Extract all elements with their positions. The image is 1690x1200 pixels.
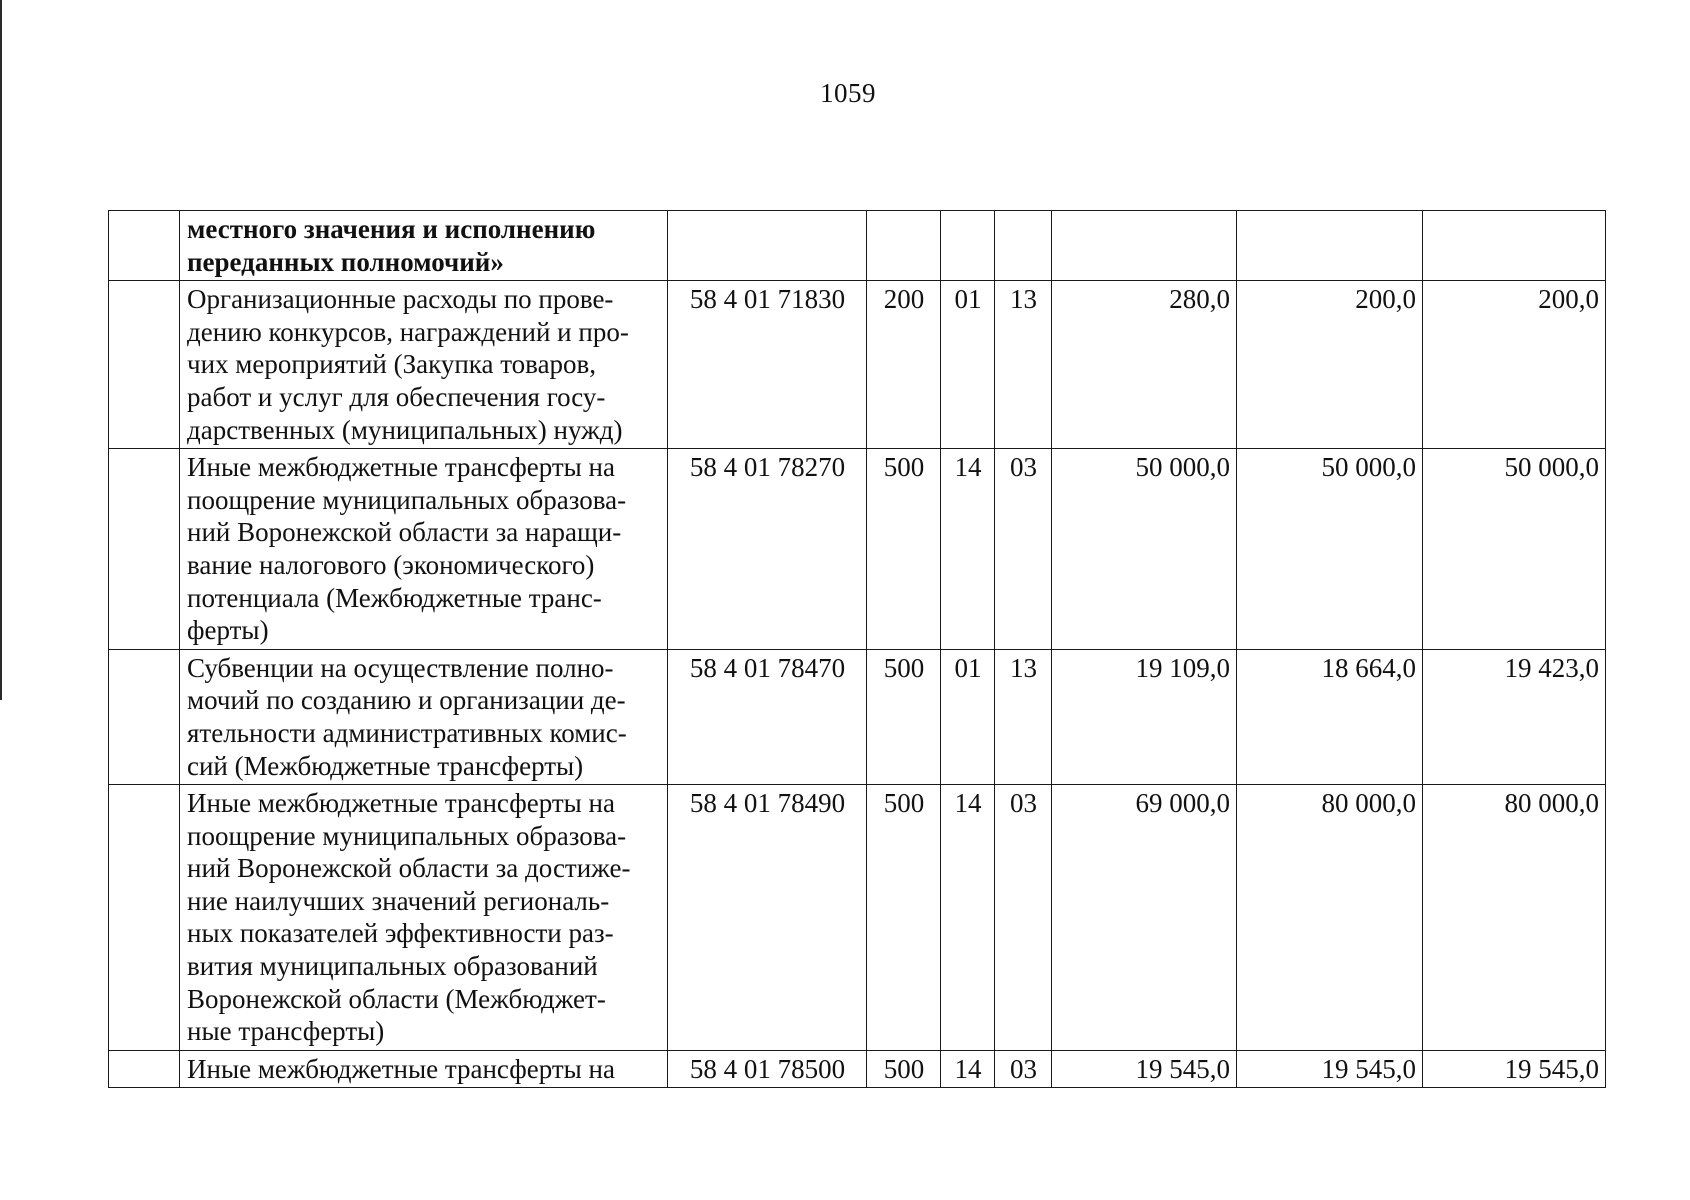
amount-year3-cell: 19 423,0: [1423, 649, 1606, 784]
amount-year2-cell: [1237, 211, 1423, 281]
item-name-cell: [180, 211, 668, 281]
section-cell: 14: [941, 1050, 995, 1088]
row-number-cell: [109, 649, 180, 784]
row-number-cell: [109, 785, 180, 1051]
subsection-cell: 13: [995, 649, 1052, 784]
row-number-cell: [109, 211, 180, 281]
amount-year3-cell: 19 545,0: [1423, 1050, 1606, 1088]
section-cell: [941, 211, 995, 281]
item-name-line: поощрение муниципальных образова-: [187, 820, 627, 851]
amount-year3-cell: 200,0: [1423, 281, 1606, 449]
item-name-line: вание налогового (экономического): [187, 549, 595, 580]
amount-year2-cell: 200,0: [1237, 281, 1423, 449]
amount-year1-cell: 280,0: [1052, 281, 1237, 449]
item-name-line: Воронежской области (Межбюджет-: [187, 983, 606, 1014]
item-name-line: Субвенции на осуществление полно-: [187, 652, 614, 683]
item-name-line: Иные межбюджетные трансферты на: [187, 452, 615, 483]
amount-year3-cell: [1423, 211, 1606, 281]
item-name-line: поощрение муниципальных образова-: [187, 484, 627, 515]
item-name-line: Иные межбюджетные трансферты на: [187, 1053, 615, 1084]
subsection-cell: 03: [995, 1050, 1052, 1088]
expense-type-cell: 500: [867, 449, 941, 650]
subsection-cell: 03: [995, 785, 1052, 1051]
item-name-line: ные трансферты): [187, 1016, 385, 1047]
subsection-cell: [995, 211, 1052, 281]
item-name-line: ний Воронежской области за наращи-: [187, 517, 622, 548]
expense-type-cell: 500: [867, 785, 941, 1051]
item-name-line: ние наилучших значений региональ-: [187, 885, 610, 916]
item-name-line: Иные межбюджетные трансферты на: [187, 788, 615, 819]
table-body: [109, 211, 1606, 1088]
target-code-cell: 58 4 01 78490: [668, 785, 867, 1051]
section-cell: 14: [941, 785, 995, 1051]
table-row: [109, 785, 1606, 1051]
item-name-line: работ и услуг для обеспечения госу-: [187, 381, 606, 412]
item-name-line: ятельности административных комис-: [187, 717, 627, 748]
row-number-cell: [109, 1050, 180, 1088]
expense-type-cell: [867, 211, 941, 281]
scan-edge-line: [0, 0, 2, 700]
amount-year2-cell: 19 545,0: [1237, 1050, 1423, 1088]
amount-year1-cell: 50 000,0: [1052, 449, 1237, 650]
expense-type-cell: 500: [867, 1050, 941, 1088]
row-number-cell: [109, 281, 180, 449]
item-name-cell: [180, 281, 668, 449]
page-number: 1059: [820, 78, 876, 108]
row-number-cell: [109, 449, 180, 650]
budget-table: [108, 210, 1606, 1088]
table-row: [109, 449, 1606, 650]
item-name-line: ферты): [187, 615, 269, 646]
amount-year3-cell: 80 000,0: [1423, 785, 1606, 1051]
section-cell: 14: [941, 449, 995, 650]
amount-year1-cell: [1052, 211, 1237, 281]
item-name-line: дению конкурсов, награждений и про-: [187, 316, 629, 347]
target-code-cell: 58 4 01 78270: [668, 449, 867, 650]
item-name-line: дарственных (муниципальных) нужд): [187, 414, 623, 445]
item-name-line: Организационные расходы по прове-: [187, 284, 614, 315]
amount-year2-cell: 80 000,0: [1237, 785, 1423, 1051]
item-name-cell: [180, 449, 668, 650]
expense-type-cell: 200: [867, 281, 941, 449]
amount-year1-cell: 19 109,0: [1052, 649, 1237, 784]
item-name-line: чих мероприятий (Закупка товаров,: [187, 349, 597, 380]
section-cell: 01: [941, 649, 995, 784]
table-row: [109, 211, 1606, 281]
expense-type-cell: 500: [867, 649, 941, 784]
amount-year2-cell: 18 664,0: [1237, 649, 1423, 784]
amount-year3-cell: 50 000,0: [1423, 449, 1606, 650]
item-name-line: сий (Межбюджетные трансферты): [187, 750, 584, 781]
item-name-line: местного значения и исполнению: [187, 214, 596, 244]
subsection-cell: 03: [995, 449, 1052, 650]
item-name-line: ных показателей эффективности раз-: [187, 918, 614, 949]
item-name-line: вития муниципальных образований: [187, 951, 598, 982]
item-name-cell: [180, 785, 668, 1051]
amount-year2-cell: 50 000,0: [1237, 449, 1423, 650]
item-name-cell: [180, 649, 668, 784]
section-cell: 01: [941, 281, 995, 449]
table-row: [109, 649, 1606, 784]
table-row: [109, 1050, 1606, 1088]
table-row: [109, 281, 1606, 449]
item-name-line: мочий по созданию и организации де-: [187, 685, 626, 716]
subsection-cell: 13: [995, 281, 1052, 449]
amount-year1-cell: 19 545,0: [1052, 1050, 1237, 1088]
target-code-cell: 58 4 01 78470: [668, 649, 867, 784]
item-name-line: ний Воронежской области за достиже-: [187, 853, 631, 884]
amount-year1-cell: 69 000,0: [1052, 785, 1237, 1051]
target-code-cell: 58 4 01 78500: [668, 1050, 867, 1088]
target-code-cell: [668, 211, 867, 281]
item-name-line: переданных полномочий»: [187, 246, 504, 277]
item-name-line: потенциала (Межбюджетные транс-: [187, 582, 602, 613]
item-name-cell: [180, 1050, 668, 1088]
target-code-cell: 58 4 01 71830: [668, 281, 867, 449]
